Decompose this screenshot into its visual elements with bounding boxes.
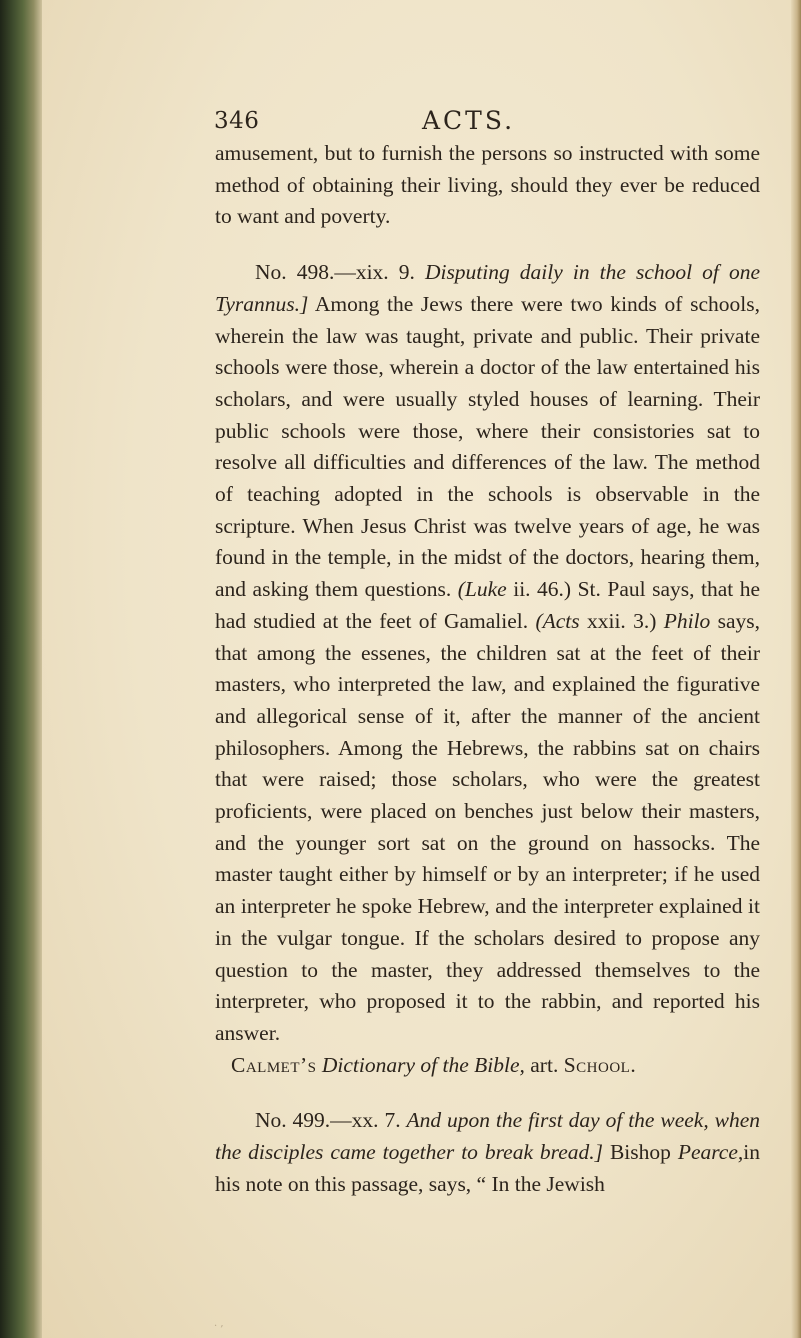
entry-498-ref-2-cite: xxii. 3.): [586, 608, 657, 633]
entry-498-source: [215, 1050, 760, 1082]
entry-499-title: And upon the first day of the week, when the disciples came together to break bread.]: [215, 1108, 761, 1165]
source-word: School.: [563, 1052, 637, 1077]
page-number: 346: [214, 108, 260, 134]
source-article: art.: [530, 1052, 559, 1077]
paper-specks: . ,: [214, 1318, 224, 1329]
entry-498-text-2: St. Paul says, that he had studied at the feet of Gamaliel.: [215, 577, 761, 633]
source-author: Calmet’s: [231, 1052, 317, 1077]
entry-498-text-3: says, that among the essenes, the children sat at the feet of their masters, who interpreted the law, and explained the figurative and allegorical sense of it, after the manner of the ancient philosophers. Among the Hebrews, the rabbins sat on chairs that were raised; those scholars, who were the greatest proficients, were placed on benches just below their masters, and the younger sort sat on the ground on hassocks. The master taught either by himself or by an interpreter; if he used an interpreter he spoke Hebrew, and the interpreter explained it in the vulgar tongue. If the scholars desired to propose any question to the master, they addressed themselves to the interpreter, who proposed it to the rabbin, and reported his answer.: [215, 608, 761, 1045]
entry-498-title: Disputing daily in the school of one Tyrannus.]: [215, 260, 760, 316]
running-head: ACTS.: [422, 106, 516, 135]
entry-498-number: No. 498.—xix. 9.: [255, 260, 415, 285]
entry-499-text-1: Bishop: [609, 1140, 671, 1165]
entry-498-ref-1-cite: ii. 46.): [513, 577, 572, 602]
entry-498-text-1: Among the Jews there were two kinds of schools, wherein the law was taught, private and public. Their private schools were those, wherein a doctor of the law entertained his scholars, and were usually styled houses of learning. Their public schools were those, where their consistories sat to resolve all difficulties and differences of the law. The method of teaching adopted in the schools is observable in the scripture. When Jesus Christ was twelve years of age, he was found in the temple, in the midst of the doctors, hearing them, and asking them questions.: [215, 291, 760, 602]
entry-498: [215, 257, 760, 1050]
book-binding-spine: [0, 0, 42, 1338]
source-title: Dictionary of the Bible,: [321, 1052, 525, 1077]
entry-499-author: Pearce,: [677, 1140, 744, 1165]
continuation-paragraph: amusement, but to furnish the persons so instructed with some method of obtaining their living, should they ever be reduced to want and poverty.: [215, 141, 760, 229]
entry-498-philo: Philo: [663, 608, 711, 633]
entry-499: [215, 1105, 760, 1200]
body-text: [215, 138, 760, 1201]
page-fore-edge: [791, 0, 801, 1338]
entry-498-ref-1-book: (Luke: [457, 577, 507, 602]
entry-498-ref-2-book: (Acts: [535, 608, 580, 633]
entry-499-text-2: in his note on this passage, says, “ In the Jewish: [215, 1140, 761, 1196]
entry-499-number: No. 499.—xx. 7.: [255, 1108, 401, 1133]
